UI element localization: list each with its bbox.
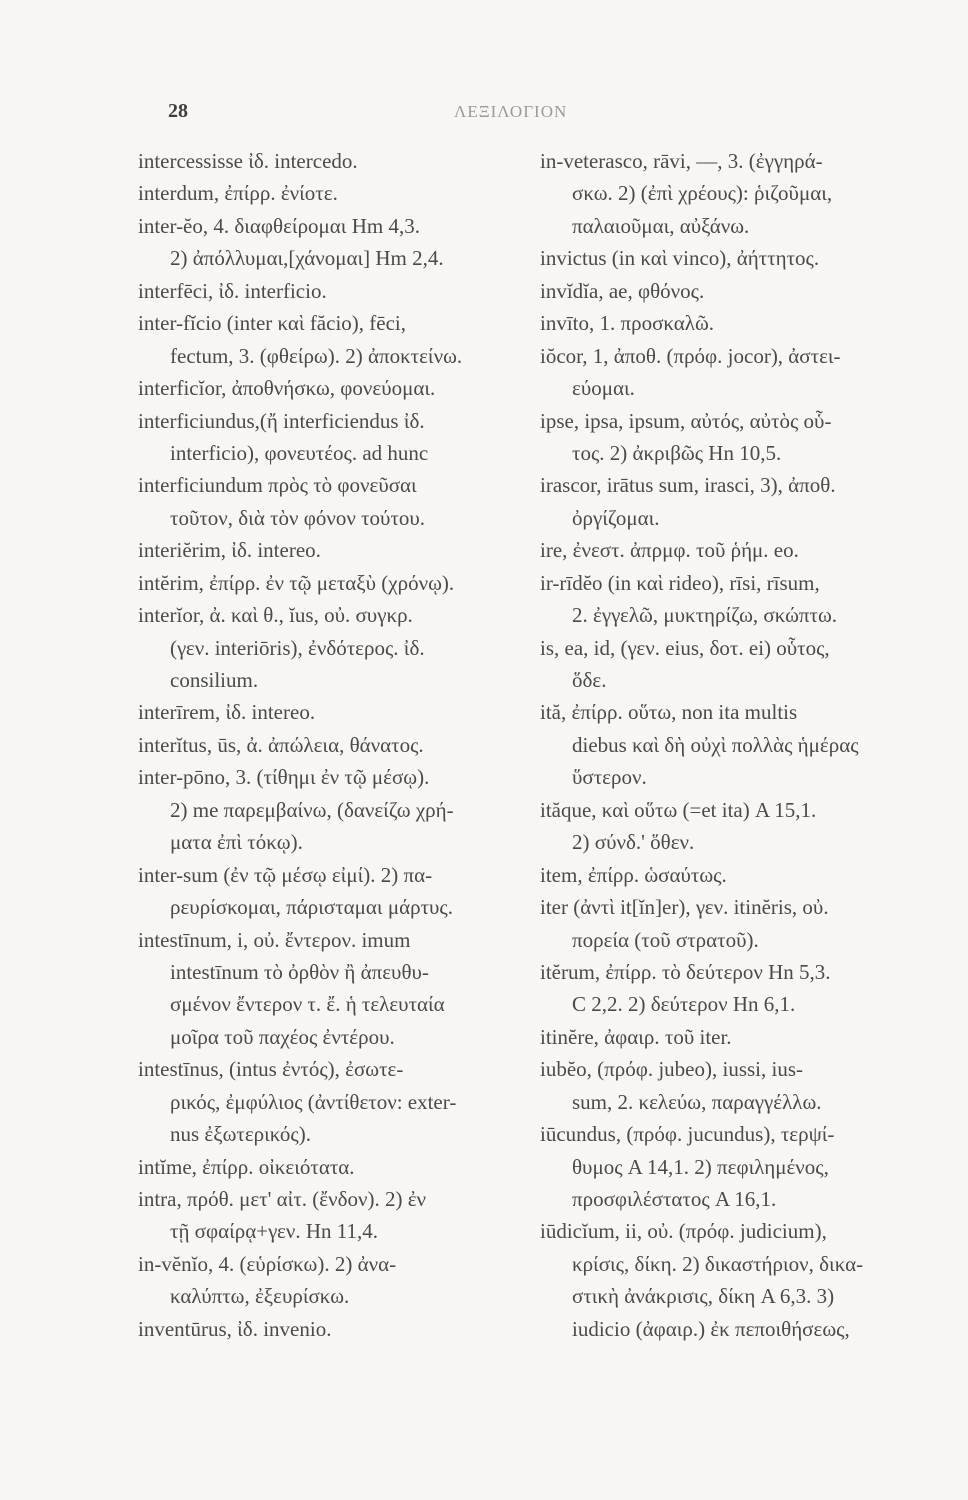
dictionary-line: interīrem, ἰδ. intereo. [138,700,316,725]
dictionary-line: intĭme, ἐπίρρ. οἰκειότατα. [138,1154,355,1179]
dictionary-line: μοῖρα τοῦ παχέος ἐντέρου. [170,1024,395,1049]
dictionary-line: παλαιοῦμαι, αὐξάνω. [572,213,750,238]
dictionary-line: intercessisse ἰδ. intercedo. [138,149,358,173]
running-title: ΛΕΞΙΛΟΓΙΟΝ [454,102,568,121]
dictionary-line: interiĕrim, ἰδ. intereo. [138,538,321,563]
dictionary-line: ir-rīdĕo (in καὶ rideo), rīsi, rīsum, [540,570,820,595]
dictionary-line: θυμος A 14,1. 2) πεφιλημένος, [572,1154,829,1179]
dictionary-line: iŏcor, 1, ἀποθ. (πρόφ. jocor), ἀστει- [540,343,841,368]
dictionary-line: ὀργίζομαι. [572,505,660,530]
dictionary-line: ρικός, ἐμφύλιος (ἀντίθετον: exter- [170,1089,457,1114]
dictionary-line: ρευρίσκομαι, πάρισταμαι μάρτυς. [170,895,453,920]
page-number: 28 [168,100,188,122]
dictionary-line: iter (ἀντὶ it[ĭn]er), γεν. itinĕris, οὐ. [540,895,829,920]
dictionary-line: is, ea, id, (γεν. eius, δοτ. ei) οὗτος, [540,635,830,660]
dictionary-line: sum, 2. κελεύω, παραγγέλλω. [572,1089,822,1114]
dictionary-line: intestīnus, (intus ἐντός), ἐσωτε- [138,1057,404,1082]
dictionary-line: ităque, καὶ οὕτω (=et ita) A 15,1. [540,797,817,822]
dictionary-line: in-veterasco, rāvi, —, 3. (ἐγγηρά- [540,149,823,173]
dictionary-line: fectum, 3. (φθείρω). 2) ἀποκτείνω. [170,343,463,368]
dictionary-line: iūcundus, (πρόφ. jucundus), τερψί- [540,1122,835,1147]
dictionary-line: στικὴ ἀνάκρισις, δίκη A 6,3. 3) [572,1284,835,1309]
dictionary-line: (γεν. interiōris), ἐνδότερος. ἰδ. [170,635,425,660]
dictionary-line: ită, ἐπίρρ. οὕτω, non ita multis [540,700,798,725]
dictionary-line: εύομαι. [572,376,635,401]
dictionary-line: invĭdĭa, ae, φθόνος. [540,278,705,303]
dictionary-line: ire, ἐνεστ. ἀπρμφ. τοῦ ῥήμ. eo. [540,538,799,563]
dictionary-line: inter-sum (ἐν τῷ μέσῳ εἰμί). 2) πα- [138,862,433,887]
dictionary-line: inventūrus, ἰδ. invenio. [138,1316,332,1341]
dictionary-line: κρίσις, δίκη. 2) δικαστήριον, δικα- [572,1251,864,1276]
dictionary-line: irascor, irātus sum, irasci, 3), ἀποθ. [540,473,836,498]
dictionary-line: τῇ σφαίρᾳ+γεν. Hn 11,4. [170,1219,378,1244]
dictionary-line: προσφιλέστατος A 16,1. [572,1187,777,1211]
dictionary-line: ὅδε. [572,668,607,692]
dictionary-line: σμένον ἔντερον τ. ἔ. ἡ τελευταία [170,992,445,1017]
dictionary-line: πορεία (τοῦ στρατοῦ). [572,927,759,952]
dictionary-line: in-vĕnĭo, 4. (εὑρίσκω). 2) ἀνα- [138,1251,397,1276]
dictionary-line: invīto, 1. προσκαλῶ. [540,311,715,336]
dictionary-line: itĕrum, ἐπίρρ. τὸ δεύτερον Hn 5,3. [540,959,831,984]
dictionary-line: diebus καὶ δὴ οὐχὶ πολλὰς ἡμέρας [572,732,859,757]
left-column [138,145,538,1345]
dictionary-line: 2) ἀπόλλυμαι,[χάνομαι] Hm 2,4. [170,246,444,271]
dictionary-line: interĭor, ἀ. καὶ θ., ĭus, οὐ. συγκρ. [138,603,413,628]
dictionary-line: interfēci, ἰδ. interficio. [138,278,327,303]
dictionary-line: C 2,2. 2) δεύτερον Hn 6,1. [572,992,796,1017]
right-column [540,145,940,1345]
dictionary-line: interdum, ἐπίρρ. ἐνίοτε. [138,181,338,206]
dictionary-line: interficĭor, ἀποθνήσκω, φονεύομαι. [138,376,436,401]
dictionary-line: inter-pōno, 3. (τίθημι ἐν τῷ μέσῳ). [138,765,430,790]
dictionary-line: iūdicĭum, ii, οὐ. (πρόφ. judicium), [540,1219,827,1244]
dictionary-line: καλύπτω, ἐξευρίσκω. [170,1284,350,1309]
dictionary-line: τοῦτον, διὰ τὸν φόνον τούτου. [170,505,426,530]
dictionary-line: invictus (in καὶ vinco), ἀήττητος. [540,246,820,271]
dictionary-line: iubĕo, (πρόφ. jubeo), iussi, ius- [540,1057,804,1082]
dictionary-line: ὕστερον. [572,765,647,790]
dictionary-line: consilium. [170,668,259,692]
dictionary-line: iudicio (ἀφαιρ.) ἐκ πεποιθήσεως, [572,1316,850,1341]
dictionary-line: intestīnum τὸ ὀρθὸν ἢ ἀπευθυ- [170,959,429,984]
dictionary-line: interficio), φονευτέος. ad hunc [170,440,429,465]
dictionary-line: 2) me παρεμβαίνω, (δανείζω χρή- [170,797,454,822]
dictionary-line: inter-fĭcio (inter καὶ făcio), fēci, [138,311,406,336]
dictionary-line: σκω. 2) (ἐπὶ χρέους): ῥιζοῦμαι, [572,181,833,206]
page-header [0,98,968,134]
dictionary-line: interficiundum πρὸς τὸ φονεῦσαι [138,473,417,498]
dictionary-line: intra, πρόθ. μετ' αἰτ. (ἔνδον). 2) ἐν [138,1187,427,1211]
dictionary-line: inter-ĕo, 4. διαφθείρομαι Hm 4,3. [138,213,420,238]
dictionary-line: τος. 2) ἀκριβῶς Hn 10,5. [572,440,782,465]
dictionary-line: itinĕre, ἀφαιρ. τοῦ iter. [540,1024,732,1049]
dictionary-line: 2) σύνδ.' ὅθεν. [572,830,695,855]
dictionary-line: intĕrim, ἐπίρρ. ἐν τῷ μεταξὺ (χρόνῳ). [138,570,455,595]
dictionary-line: interficiundus,(ἤ interficiendus ἰδ. [138,408,425,433]
dictionary-line: intestīnum, i, οὐ. ἔντερον. imum [138,927,411,952]
dictionary-line: 2. ἐγγελῶ, μυκτηρίζω, σκώπτω. [572,603,838,628]
dictionary-line: interĭtus, ūs, ἀ. ἀπώλεια, θάνατος. [138,732,424,757]
dictionary-line: ipse, ipsa, ipsum, αὐτός, αὐτὸς οὗ- [540,408,832,433]
dictionary-line: item, ἐπίρρ. ὡσαύτως. [540,862,727,887]
dictionary-line: nus ἐξωτερικός). [170,1122,311,1147]
dictionary-line: ματα ἐπὶ τόκῳ). [170,830,303,855]
